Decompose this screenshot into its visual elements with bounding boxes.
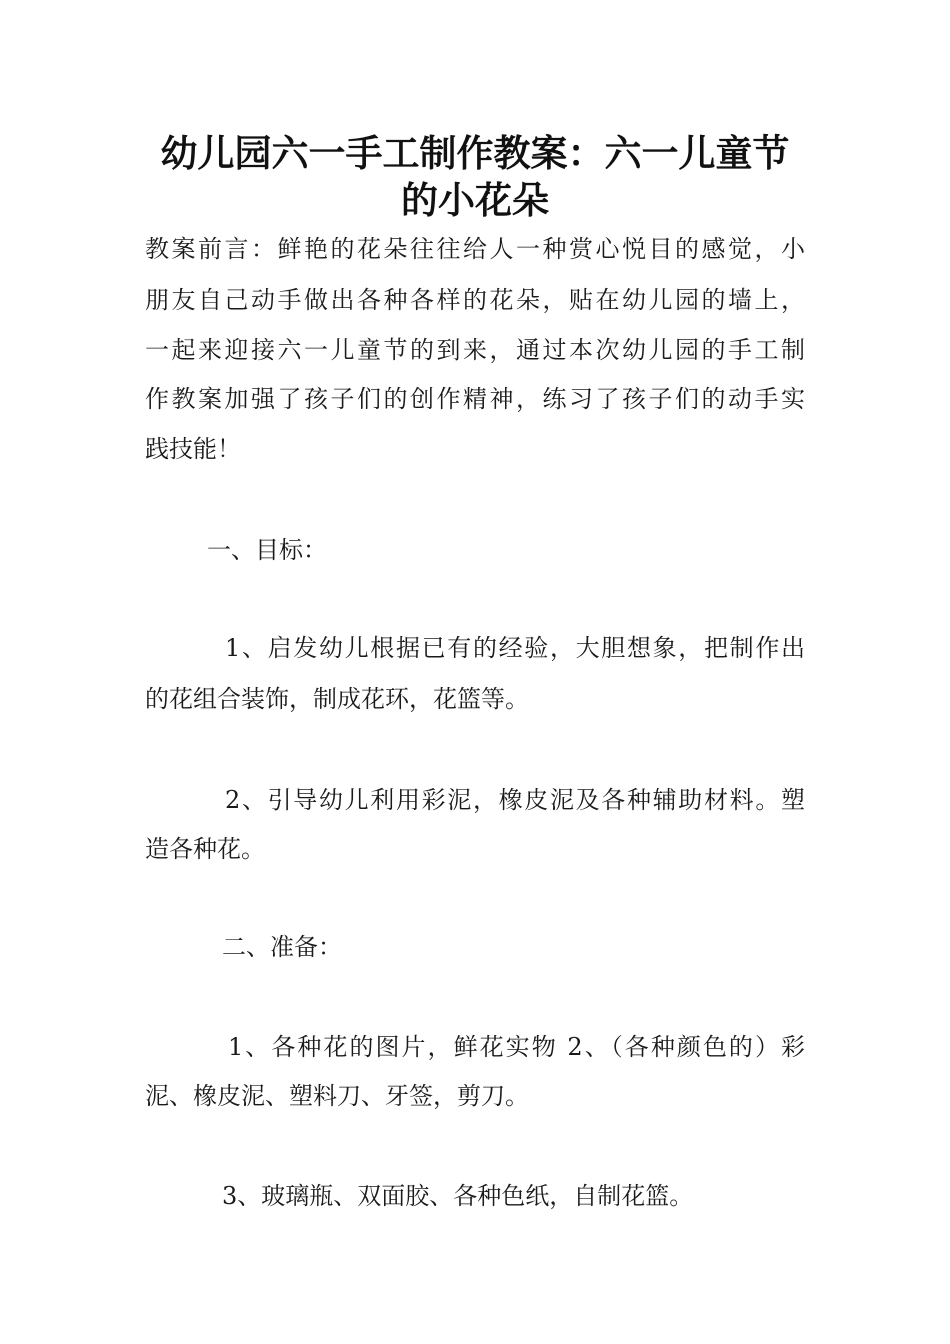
intro-line-1: 教案前言：鲜艳的花朵往往给人一种赏心悦目的感觉，小 [145,235,805,263]
prep-1-line-2: 泥、橡皮泥、塑料刀、牙签，剪刀。 [145,1082,529,1110]
goal-2-line-1: 2、引导幼儿利用彩泥，橡皮泥及各种辅助材料。塑 [225,786,805,814]
goal-2-line-2: 造各种花。 [145,835,265,863]
intro-line-3: 一起来迎接六一儿童节的到来，通过本次幼儿园的手工制 [145,336,805,364]
intro-line-2: 朋友自己动手做出各种各样的花朵，贴在幼儿园的墙上， [145,286,805,314]
intro-line-4: 作教案加强了孩子们的创作精神，练习了孩子们的动手实 [145,385,805,413]
goal-1-line-1: 1、启发幼儿根据已有的经验，大胆想象，把制作出 [225,634,805,662]
prep-3-line: 3、玻璃瓶、双面胶、各种色纸，自制花篮。 [222,1182,694,1210]
document-title-line-2: 的小花朵 [401,179,549,222]
section-heading-goals: 一、目标： [207,536,327,564]
document-title-line-1: 幼儿园六一手工制作教案：六一儿童节 [160,132,790,175]
prep-1-line-1: 1、各种花的图片，鲜花实物 2、（各种颜色的）彩 [228,1033,805,1061]
intro-line-5: 践技能！ [145,435,241,463]
section-heading-preparation: 二、准备： [222,933,342,961]
goal-1-line-2: 的花组合装饰，制成花环，花篮等。 [145,685,529,713]
